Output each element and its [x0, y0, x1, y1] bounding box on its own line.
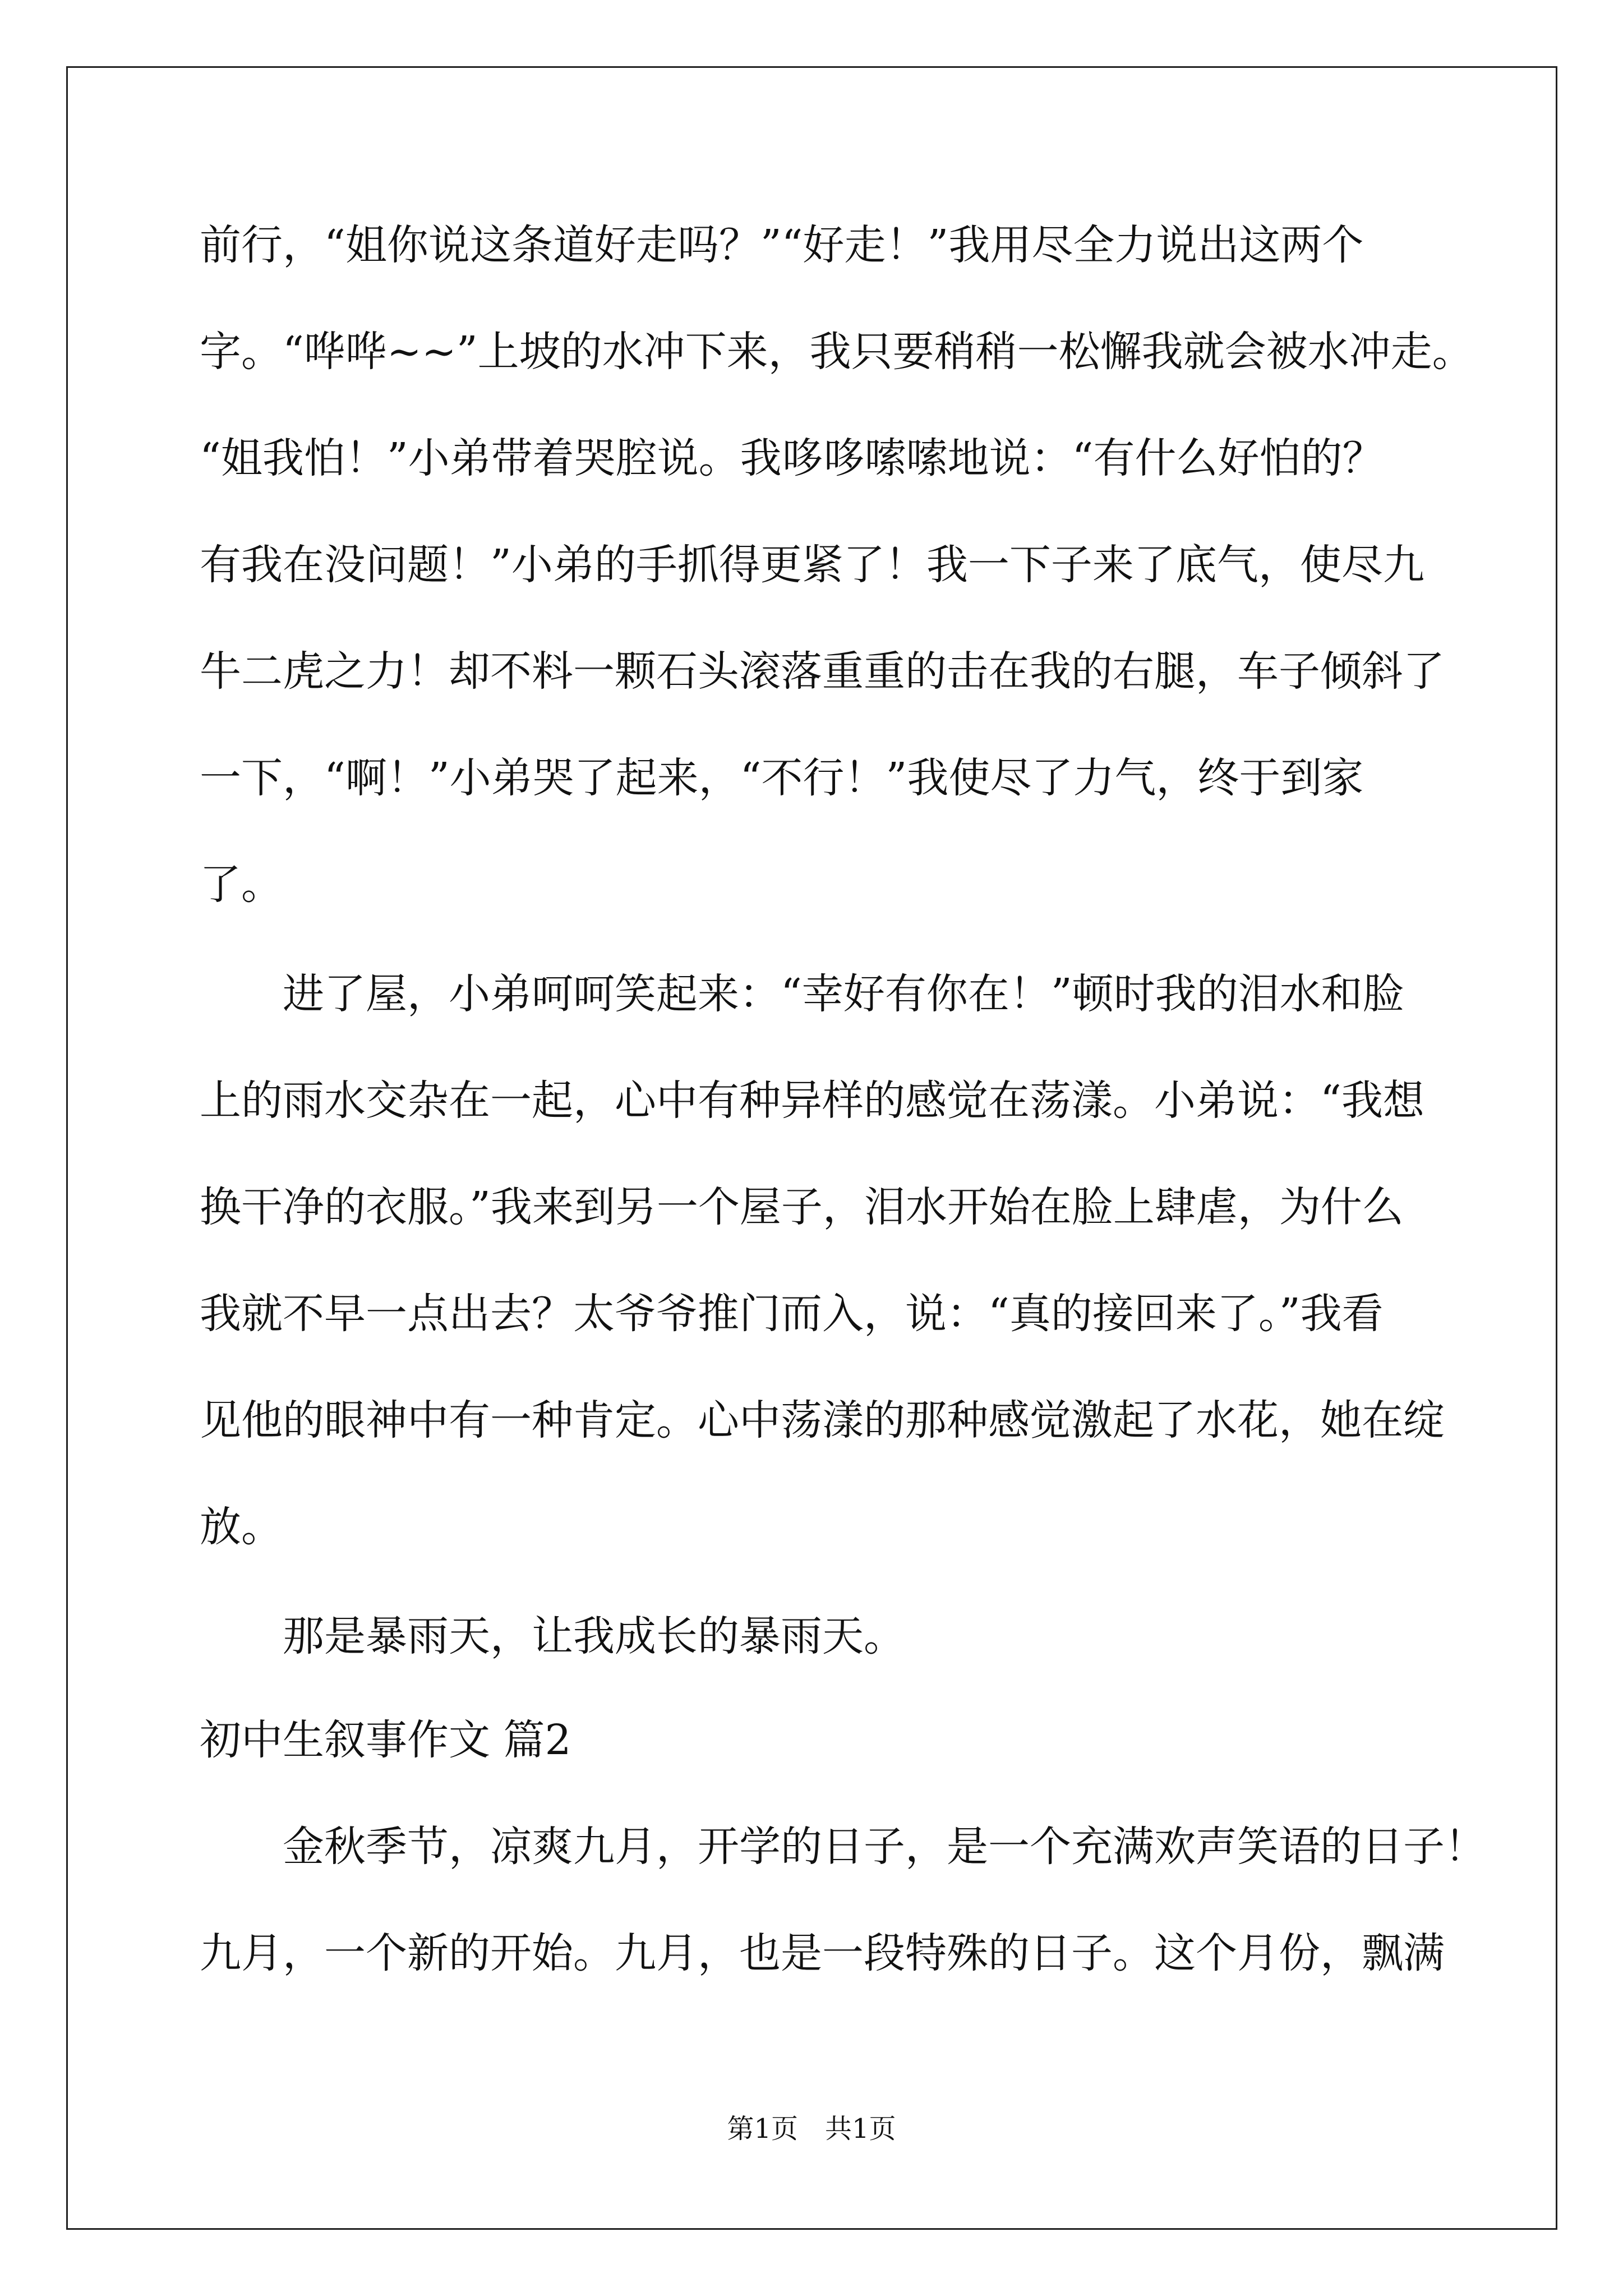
text-line-6: 一下，“啊！”小弟哭了起来，“不行！”我使尽了力气，终于到家: [200, 754, 1364, 802]
page-border: [66, 66, 1557, 2230]
text-line-4: 有我在没问题！”小弟的手抓得更紧了！我一下子来了底气，使尽九: [200, 541, 1424, 589]
text-line-7: 了。: [200, 861, 283, 909]
text-line-17: 九月，一个新的开始。九月，也是一段特殊的日子。这个月份，飘满: [200, 1929, 1445, 1977]
text-line-2: 字。“哗哗~~”上坡的水冲下来，我只要稍稍一松懈我就会被水冲走。: [200, 328, 1474, 376]
text-line-14: 那是暴雨天，让我成长的暴雨天。: [200, 1612, 905, 1660]
text-line-1: 前行，“姐你说这条道好走吗？”“好走！”我用尽全力说出这两个: [200, 221, 1364, 269]
text-line-11: 我就不早一点出去？太爷爷推门而入，说：“真的接回来了。”我看: [200, 1290, 1384, 1338]
text-line-8: 进了屋，小弟呵呵笑起来：“幸好有你在！”顿时我的泪水和脸: [200, 970, 1404, 1018]
text-line-3: “姐我怕！”小弟带着哭腔说。我哆哆嗦嗦地说：“有什么好怕的？: [200, 434, 1384, 482]
text-line-12: 见他的眼神中有一种肯定。心中荡漾的那种感觉激起了水花，她在绽: [200, 1396, 1445, 1444]
text-line-9: 上的雨水交杂在一起，心中有种异样的感觉在荡漾。小弟说：“我想: [200, 1076, 1424, 1125]
page-footer: 第1页 共1页: [727, 2113, 896, 2145]
section-heading: 初中生叙事作文 篇2: [200, 1716, 571, 1764]
text-line-10: 换干净的衣服。”我来到另一个屋子，泪水开始在脸上肆虐，为什么: [200, 1183, 1404, 1231]
text-line-16: 金秋季节，凉爽九月，开学的日子，是一个充满欢声笑语的日子！: [200, 1823, 1486, 1871]
text-line-13: 放。: [200, 1503, 283, 1551]
text-line-5: 牛二虎之力！却不料一颗石头滚落重重的击在我的右腿，车子倾斜了: [200, 647, 1445, 696]
